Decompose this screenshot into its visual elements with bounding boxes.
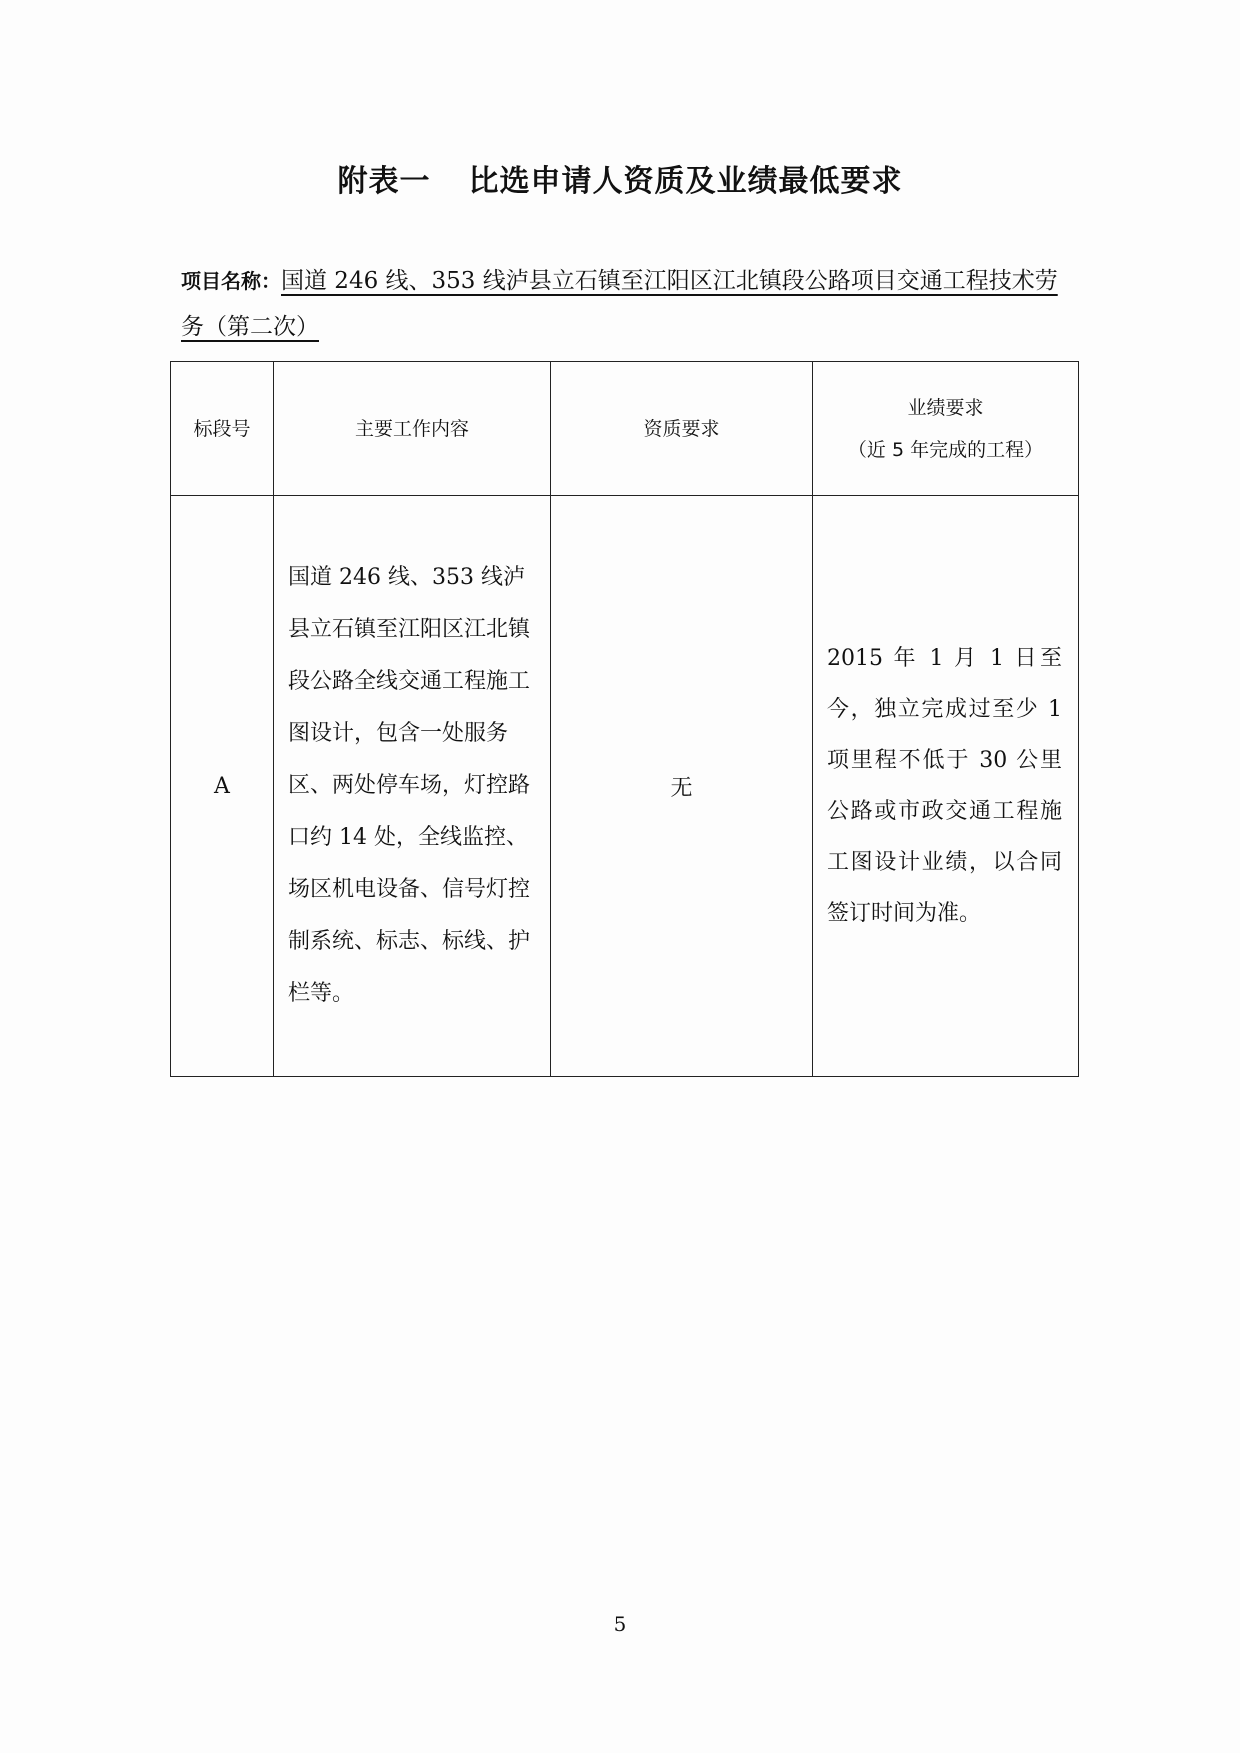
header-performance-note: （近 5 年完成的工程） [847,438,1044,461]
project-name: 国道 246 线、353 线泸县立石镇至江阳区江北镇段公路项目交通工程技术劳务（第二次） [181,268,1058,340]
header-performance-title: 业绩要求 [907,396,984,419]
title-main: 比选申请人资质及业绩最低要求 [468,164,903,199]
header-work: 主要工作内容 [274,362,551,496]
page-number: 5 [613,1612,627,1636]
title-prefix: 附表一 [337,164,431,199]
cell-performance [813,496,1079,1077]
cell-qualification: 无 [551,496,813,1077]
table-header-row [171,362,1079,496]
performance-text: 2015 年 1 月 1 日至今，独立完成过至少 1 项里程不低于 30 公里公路或市政交通工程施工图设计业绩，以合同签订时间为准。 [827,646,1062,926]
project-label: 项目名称： [181,269,281,293]
requirements-table [170,361,1079,1077]
work-content-text: 国道 246 线、353 线泸县立石镇至江阳区江北镇段公路全线交通工程施工图设计，包含一处服务区、两处停车场，灯控路口约 14 处，全线监控、场区机电设备、信号灯控制系统、标志、标线、护栏等。 [288,565,531,1006]
cell-segment: A [171,496,274,1077]
header-segment: 标段号 [171,362,274,496]
project-line [181,258,1061,350]
page-title [0,156,1240,200]
cell-work [274,496,551,1077]
table-row [171,496,1079,1077]
header-qualification: 资质要求 [551,362,813,496]
header-performance [813,362,1079,496]
